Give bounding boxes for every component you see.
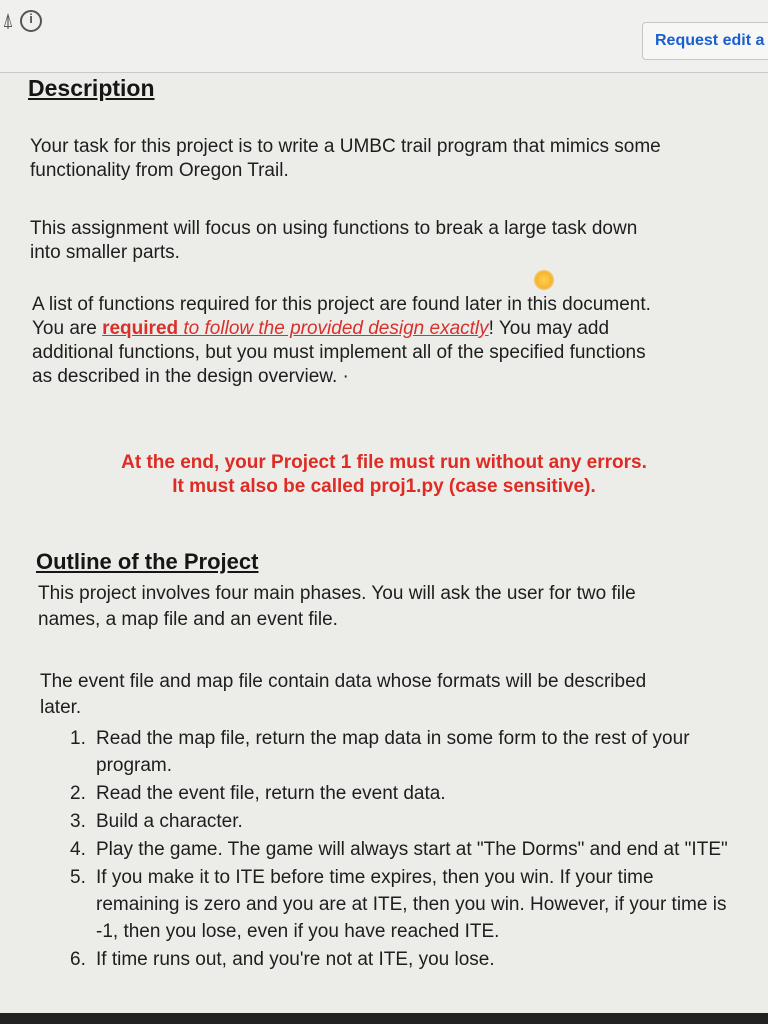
phase-number: 6. — [70, 949, 86, 970]
phase-list-item — [70, 946, 736, 973]
phase-text: If you make it to ITE before time expires, then you win. If your time remaining is zero and you are at ITE, then you win. However, if your time is -1, then you lose, even if you have reached ITE. — [96, 867, 727, 942]
phase-text: Play the game. The game will always start at "The Dorms" and end at "ITE" — [96, 839, 728, 860]
document-body — [0, 73, 768, 1013]
toolbar-icons — [2, 10, 42, 32]
phase-list-item — [70, 780, 736, 807]
required-emphasis: required — [102, 318, 179, 339]
phase-number: 1. — [70, 728, 86, 749]
phase-text: Read the event file, return the event data. — [96, 783, 446, 804]
warning-line-1: At the end, your Project 1 file must run without any errors. — [121, 452, 647, 473]
warning-line-2: It must also be called proj1.py (case sensitive). — [172, 476, 596, 497]
description-heading: Description — [28, 75, 155, 101]
phase-number: 5. — [70, 867, 86, 888]
outline-formats: The event file and map file contain data whose formats will be described later. — [40, 671, 647, 718]
phase-text: If time runs out, and you're not at ITE, you lose. — [96, 949, 495, 970]
phase-text: Build a character. — [96, 811, 243, 832]
phase-list-item — [70, 808, 736, 835]
description-paragraph-3: A list of functions required for this project are found later in this document. You are required to follow the provided design exactly! You may add additional functions, but you must implement all of the specified functions as described in the design overview. · — [32, 294, 651, 387]
light-glare — [534, 270, 554, 290]
phase-list-item — [70, 864, 736, 945]
outline-heading: Outline of the Project — [36, 549, 259, 574]
phase-list-item — [70, 725, 736, 779]
phase-number: 2. — [70, 783, 86, 804]
document-toolbar — [0, 0, 768, 73]
phase-list — [70, 725, 736, 974]
phase-text: Read the map file, return the map data in some form to the rest of your program. — [96, 728, 690, 776]
request-edit-button[interactable]: Request edit a — [642, 22, 768, 60]
description-paragraph-1: Your task for this project is to write a UMBC trail program that mimics some functionality from Oregon Trail. — [30, 136, 661, 181]
outline-intro: This project involves four main phases. You will ask the user for two file names, a map file and an event file. — [38, 583, 636, 630]
phase-number: 3. — [70, 811, 86, 832]
add-user-icon[interactable]: ⍋ — [2, 10, 14, 32]
phase-list-item — [70, 836, 736, 863]
info-icon[interactable]: i — [20, 10, 42, 32]
description-paragraph-2: This assignment will focus on using functions to break a large task down into smaller parts. — [30, 218, 638, 263]
follow-design-emphasis: to follow the provided design exactly — [178, 318, 489, 339]
phase-number: 4. — [70, 839, 86, 860]
screen-bezel — [0, 1013, 768, 1024]
